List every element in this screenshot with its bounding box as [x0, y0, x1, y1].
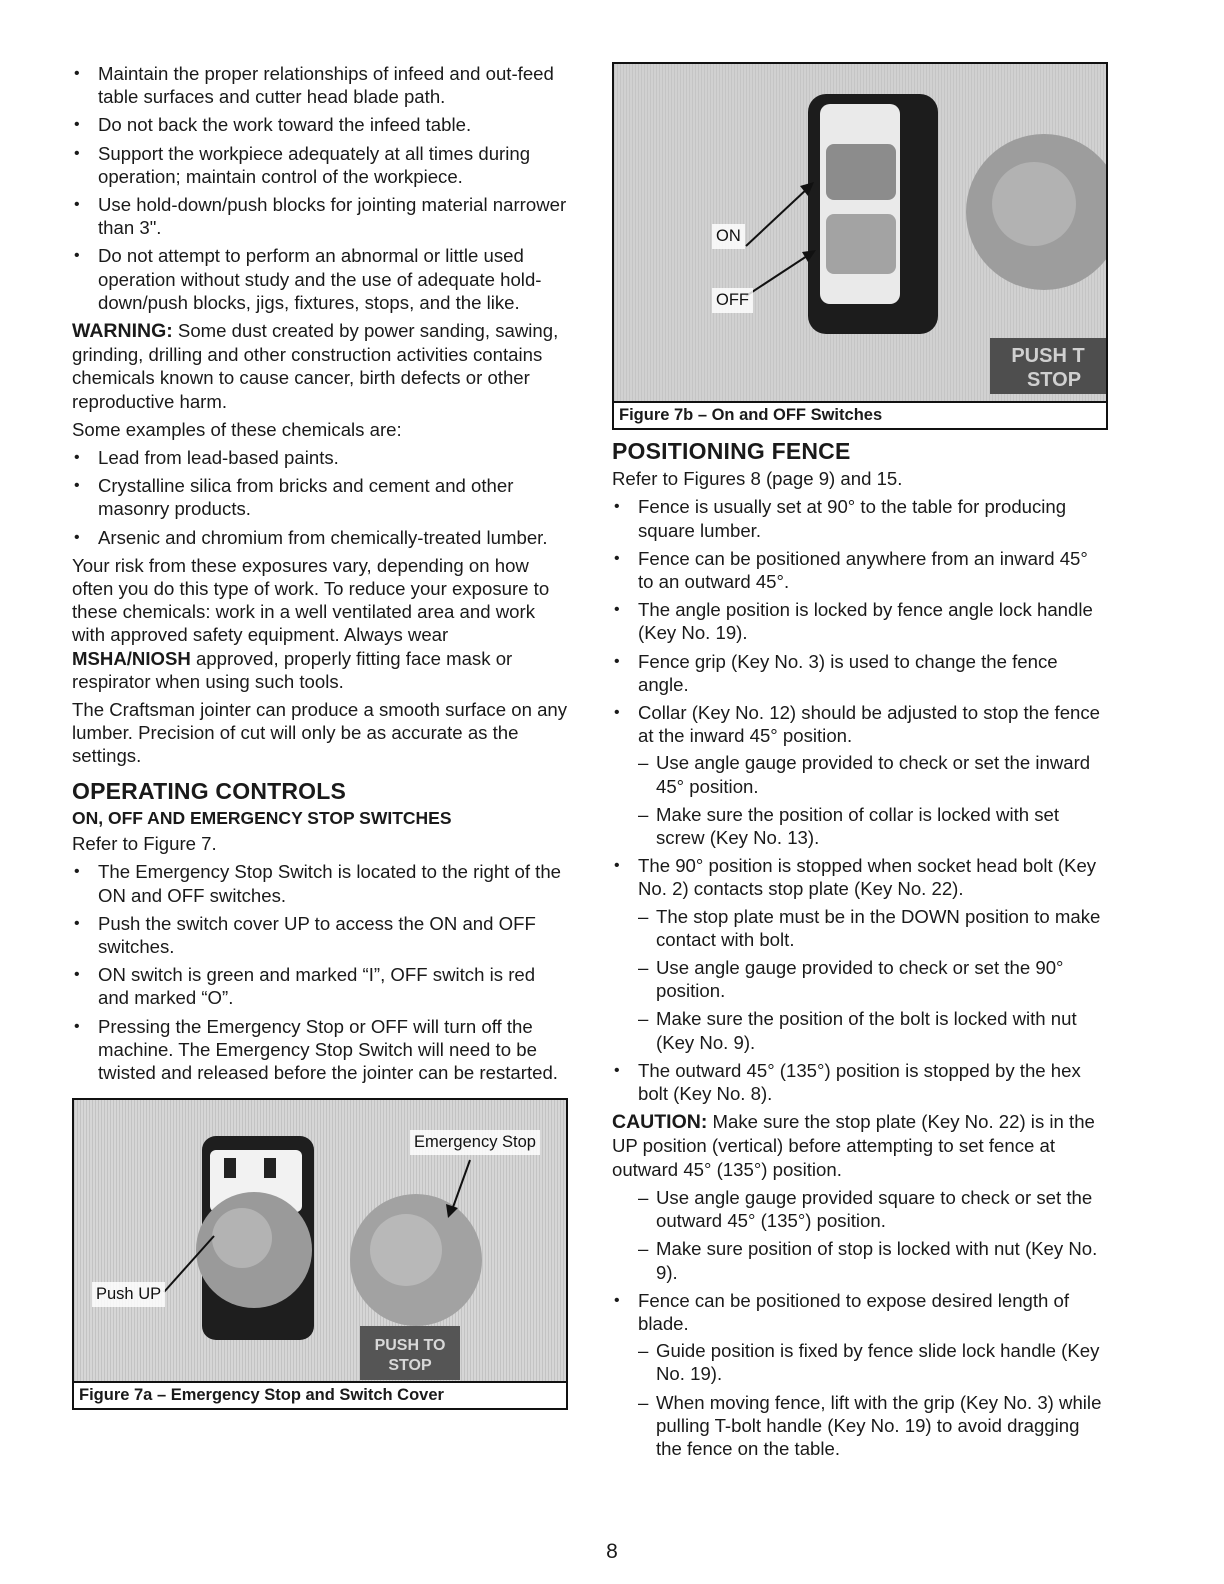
- fence-bullet-list-2: [612, 1289, 1108, 1460]
- cover-slot: [264, 1158, 276, 1178]
- risk-paragraph: [72, 554, 568, 693]
- list-item: • The angle position is locked by fence angle lock handle (Key No. 19).: [612, 598, 1108, 644]
- caution-label: CAUTION:: [612, 1111, 708, 1134]
- list-item: • Lead from lead-based paints.: [72, 446, 568, 469]
- refer-figure-7: Refer to Figure 7.: [72, 833, 217, 855]
- push-up-label: Push UP: [92, 1282, 165, 1307]
- sub-list-item: – Use angle gauge provided to check or set the inward 45° position.: [638, 751, 1108, 797]
- list-item: • Use hold-down/push blocks for jointing material narrower than 3".: [72, 193, 568, 239]
- cover-slot: [224, 1158, 236, 1178]
- plate-text-2: STOP: [1026, 369, 1082, 391]
- caution-paragraph: [612, 1110, 1108, 1181]
- left-column: [72, 62, 568, 1410]
- knob-highlight: [992, 162, 1076, 246]
- positioning-fence-heading: POSITIONING FENCE: [612, 438, 851, 464]
- switches-subheading: ON, OFF AND EMERGENCY STOP SWITCHES: [72, 807, 452, 828]
- emergency-stop-label: Emergency Stop: [410, 1130, 540, 1155]
- list-item: • The outward 45° (135°) position is stopped by the hex bolt (Key No. 8).: [612, 1059, 1108, 1105]
- list-item: • Fence can be positioned anywhere from an inward 45° to an outward 45°.: [612, 547, 1108, 593]
- warning-paragraph: [72, 319, 568, 413]
- off-switch: [826, 214, 896, 274]
- on-switch: [826, 144, 896, 200]
- caution-sub-list: [638, 1186, 1108, 1284]
- sub-list-item: – The stop plate must be in the DOWN position to make contact with bolt.: [638, 905, 1108, 951]
- operating-controls-heading: OPERATING CONTROLS: [72, 777, 347, 804]
- risk-text-end: approved, properly fitting face mask or respirator when using such tools.: [72, 647, 513, 692]
- page-number: 8: [606, 1540, 618, 1563]
- list-item: [612, 701, 1108, 849]
- msha-niosh: MSHA/NIOSH: [72, 647, 191, 669]
- plate-text-2: STOP: [388, 1357, 432, 1375]
- warning-text: Some dust created by power sanding, sawing, grinding, drilling and other construction activities contains chemicals known to cause cancer, birth defects or other reproductive harm.: [72, 320, 559, 412]
- list-item: • Pressing the Emergency Stop or OFF will turn off the machine. The Emergency Stop Switch will need to be twisted and released before the jointer can be restarted.: [72, 1015, 568, 1085]
- list-item: • The Emergency Stop Switch is located to the right of the ON and OFF switches.: [72, 860, 568, 906]
- right-column: [612, 62, 1108, 1465]
- chemicals-list: [72, 446, 568, 549]
- sub-list: [638, 905, 1108, 1054]
- list-item: • Do not attempt to perform an abnormal or little used operation without study and the use of adequate hold-down/push blocks, jigs, fixtures, stops, and the like.: [72, 244, 568, 314]
- sub-list-item: – Make sure the position of the bolt is locked with nut (Key No. 9).: [638, 1007, 1108, 1053]
- list-item: [612, 1289, 1108, 1460]
- off-label: OFF: [712, 288, 753, 313]
- fence-bullet-list: [612, 495, 1108, 1105]
- figure-7b: [612, 62, 1108, 430]
- refer-figures: Refer to Figures 8 (page 9) and 15.: [612, 468, 903, 490]
- list-item: [612, 854, 1108, 1054]
- plate-text-1: PUSH TO: [374, 1337, 446, 1355]
- sub-list-item: – Make sure position of stop is locked with nut (Key No. 9).: [638, 1237, 1108, 1283]
- caution-text: Make sure the stop plate (Key No. 22) is in the UP position (vertical) before attempting to set fence at outward 45° (135°) position.: [612, 1111, 1095, 1180]
- switch-highlight: [212, 1208, 272, 1268]
- sub-list-item: – Make sure the position of collar is locked with set screw (Key No. 13).: [638, 803, 1108, 849]
- list-item: • Fence is usually set at 90° to the table for producing square lumber.: [612, 495, 1108, 541]
- list-item: • ON switch is green and marked “I”, OFF switch is red and marked “O”.: [72, 963, 568, 1009]
- list-item: • Push the switch cover UP to access the ON and OFF switches.: [72, 912, 568, 958]
- list-item: • Crystalline silica from bricks and cement and other masonry products.: [72, 474, 568, 520]
- figure-7b-caption: Figure 7b – On and OFF Switches: [614, 401, 1106, 428]
- risk-text: Your risk from these exposures vary, depending on how often you do this type of work. To reduce your exposure to these chemicals: work in a well ventilated area and work with approved safety equipment. Always wear: [72, 554, 550, 646]
- figure-7a: [72, 1098, 568, 1410]
- knob-highlight: [370, 1214, 442, 1286]
- list-item-text: The 90° position is stopped when socket head bolt (Key No. 2) contacts stop plate (Key No. 22).: [638, 855, 1097, 900]
- sub-list-item: – Guide position is fixed by fence slide lock handle (Key No. 19).: [638, 1339, 1108, 1385]
- figure-7a-caption: Figure 7a – Emergency Stop and Switch Cover: [74, 1381, 566, 1408]
- figure-7b-photo: [614, 64, 1106, 428]
- list-item-text: Fence can be positioned to expose desired length of blade.: [638, 1289, 1070, 1334]
- sub-list: [638, 1339, 1108, 1460]
- sub-list-item: – Use angle gauge provided to check or set the 90° position.: [638, 956, 1108, 1002]
- sub-list-item: – Use angle gauge provided square to check or set the outward 45° (135°) position.: [638, 1186, 1108, 1232]
- examples-intro: Some examples of these chemicals are:: [72, 418, 402, 440]
- warning-label: WARNING:: [72, 320, 173, 343]
- switch-bullet-list: [72, 860, 568, 1084]
- plate-text-1: PUSH T: [1011, 345, 1085, 367]
- on-label: ON: [712, 224, 745, 249]
- list-item: • Do not back the work toward the infeed table.: [72, 113, 568, 136]
- craftsman-paragraph: The Craftsman jointer can produce a smooth surface on any lumber. Precision of cut will only be as accurate as the settings.: [72, 699, 568, 767]
- sub-list-item: – When moving fence, lift with the grip (Key No. 3) while pulling T-bolt handle (Key No. 19) to avoid dragging the fence on the table.: [638, 1391, 1108, 1461]
- list-item: • Arsenic and chromium from chemically-treated lumber.: [72, 526, 568, 549]
- list-item: • Maintain the proper relationships of infeed and out-feed table surfaces and cutter head blade path.: [72, 62, 568, 108]
- emergency-leader-line: [452, 1160, 470, 1210]
- list-item-text: Collar (Key No. 12) should be adjusted to stop the fence at the inward 45° position.: [638, 702, 1101, 747]
- sub-list: [638, 751, 1108, 849]
- list-item: • Fence grip (Key No. 3) is used to change the fence angle.: [612, 650, 1108, 696]
- list-item: • Support the workpiece adequately at all times during operation; maintain control of the workpiece.: [72, 142, 568, 188]
- safety-bullet-list: [72, 62, 568, 314]
